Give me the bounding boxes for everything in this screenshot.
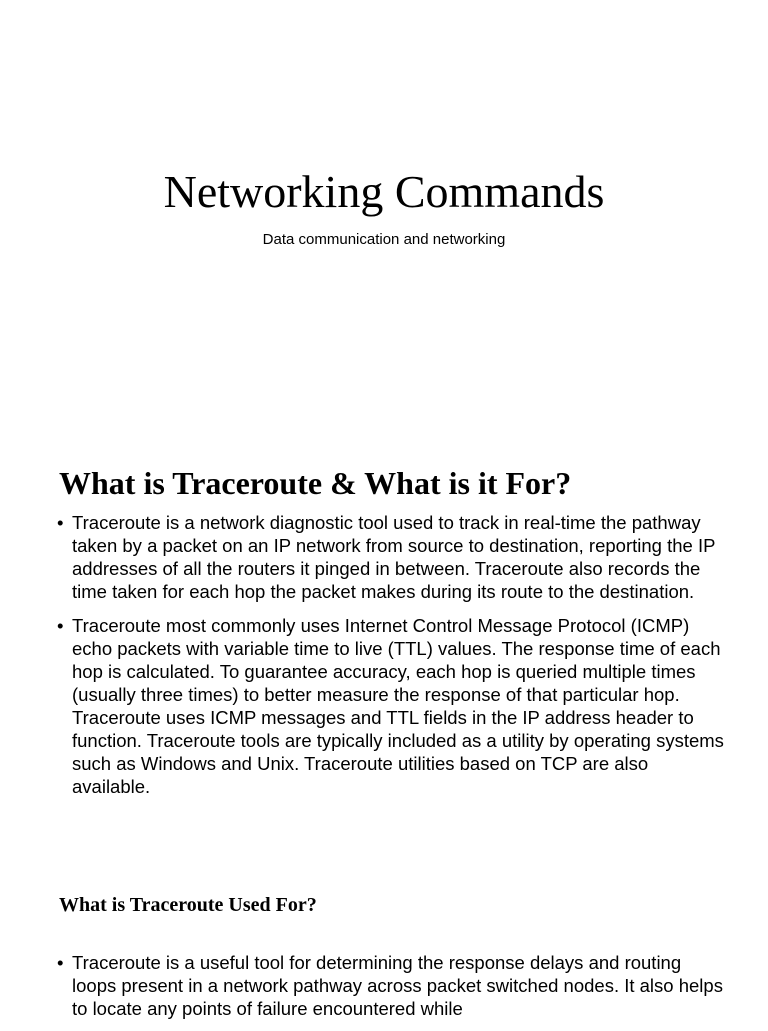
page-subtitle: Data communication and networking — [262, 231, 506, 248]
bullet-text: Traceroute is a useful tool for determining the response delays and routing loops present in a network pathway across packet switched nodes. It also helps to locate any points of failure encountered while — [72, 952, 723, 1019]
bullet-text: Traceroute is a network diagnostic tool used to track in real-time the pathway taken by a packet on an IP network from source to destination, reporting the IP addresses of all the routers it pinged in between. Traceroute also records the time taken for each hop the packet makes during its route to the destination. — [72, 512, 716, 602]
section1-bullet-list — [57, 511, 727, 809]
page-title: Networking Commands — [163, 166, 605, 217]
section-heading-traceroute-uses: What is Traceroute Used For? — [59, 894, 317, 916]
list-item — [57, 614, 727, 798]
bullet-icon: • — [57, 512, 64, 533]
bullet-icon: • — [57, 952, 64, 973]
bullet-text: Traceroute most commonly uses Internet Control Message Protocol (ICMP) echo packets with variable time to live (TTL) values. The response time of each hop is calculated. To guarantee accuracy, each hop is queried multiple times (usually three times) to better measure the response of that particular hop. Traceroute uses ICMP messages and TTL fields in the IP address header to function. Traceroute tools are typically included as a utility by operating systems such as Windows and Unix. Traceroute utilities based on TCP are also available. — [72, 615, 724, 797]
list-item — [57, 511, 727, 603]
section2-bullet-list — [57, 951, 727, 1031]
list-item — [57, 951, 727, 1020]
bullet-icon: • — [57, 615, 64, 636]
section-heading-traceroute: What is Traceroute & What is it For? — [59, 465, 572, 501]
